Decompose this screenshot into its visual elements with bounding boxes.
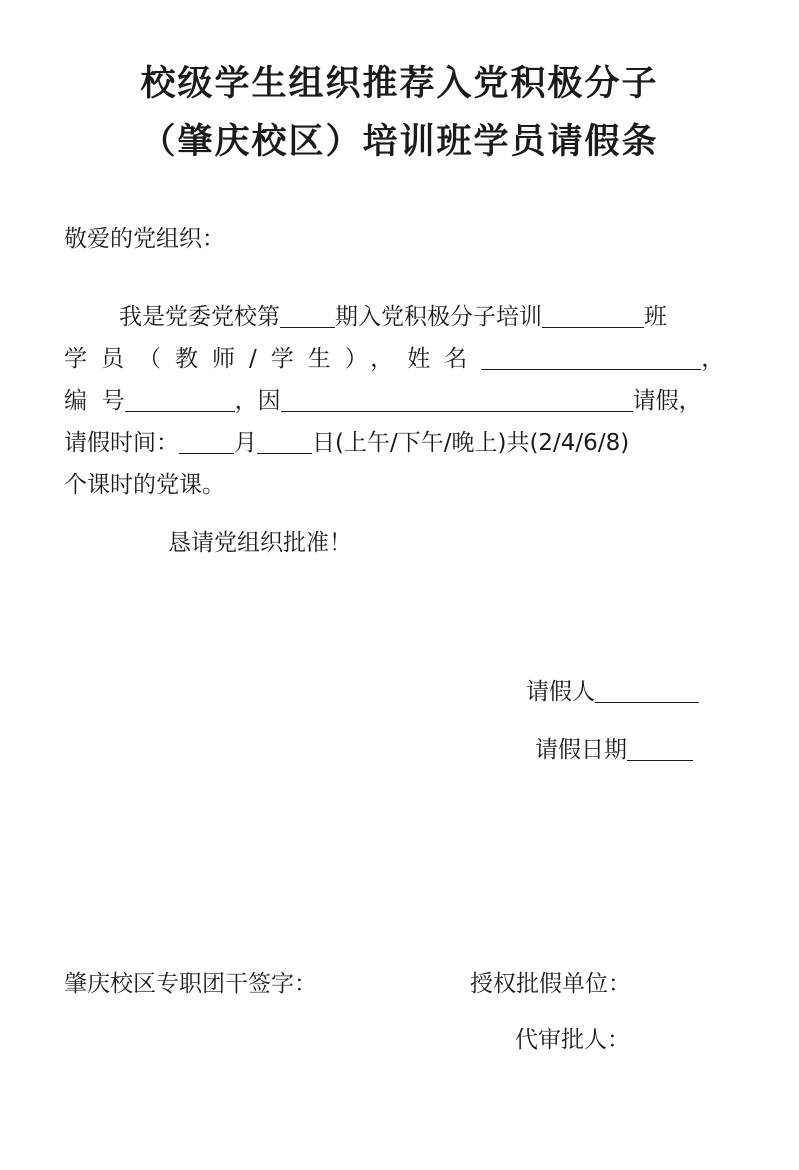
body-text: 月 <box>234 430 257 456</box>
body-line-5: 个课时的党课。 <box>64 472 225 498</box>
body-line-1 <box>119 306 667 329</box>
body-text: 编 号 <box>64 388 125 414</box>
closing-request: 恳请党组织批准！ <box>168 530 352 556</box>
body-text: 班 <box>644 304 667 330</box>
salutation: 敬爱的党组织： <box>64 226 225 252</box>
body-text: ， <box>701 346 725 372</box>
body-text: 请假， <box>632 388 702 414</box>
body-line-4 <box>64 432 629 455</box>
body-text: 日(上午/下午/晚上)共(2/4/6/8) <box>312 430 630 456</box>
requester-line <box>526 681 699 704</box>
requester-label: 请假人 <box>526 679 595 705</box>
session-number-blank[interactable] <box>280 307 335 328</box>
date-line <box>535 739 693 762</box>
day-blank[interactable] <box>257 433 312 454</box>
body-text: 请假时间： <box>64 430 179 456</box>
body-text: 我是党委党校第 <box>119 304 280 330</box>
name-blank[interactable] <box>481 349 701 370</box>
body-text: ，因 <box>234 388 281 414</box>
requester-blank[interactable] <box>595 682 699 703</box>
body-line-2 <box>64 348 724 371</box>
date-label: 请假日期 <box>535 737 627 763</box>
date-blank[interactable] <box>627 740 693 761</box>
reason-blank[interactable] <box>281 391 633 412</box>
body-line-3 <box>64 390 702 413</box>
cadre-sign-label: 肇庆校区专职团干签字： <box>64 971 317 997</box>
form-title-line1: 校级学生组织推荐入党积极分子 <box>140 64 659 104</box>
id-number-blank[interactable] <box>125 391 235 412</box>
proxy-approver-label: 代审批人： <box>515 1027 630 1053</box>
form-title-line2: （肇庆校区）培训班学员请假条 <box>140 122 659 162</box>
body-text: 学员（教师/学生），姓名 <box>64 346 482 372</box>
class-name-blank[interactable] <box>542 307 644 328</box>
authorizing-unit-label: 授权批假单位： <box>470 971 631 997</box>
body-text: 期入党积极分子培训 <box>335 304 542 330</box>
month-blank[interactable] <box>179 433 234 454</box>
